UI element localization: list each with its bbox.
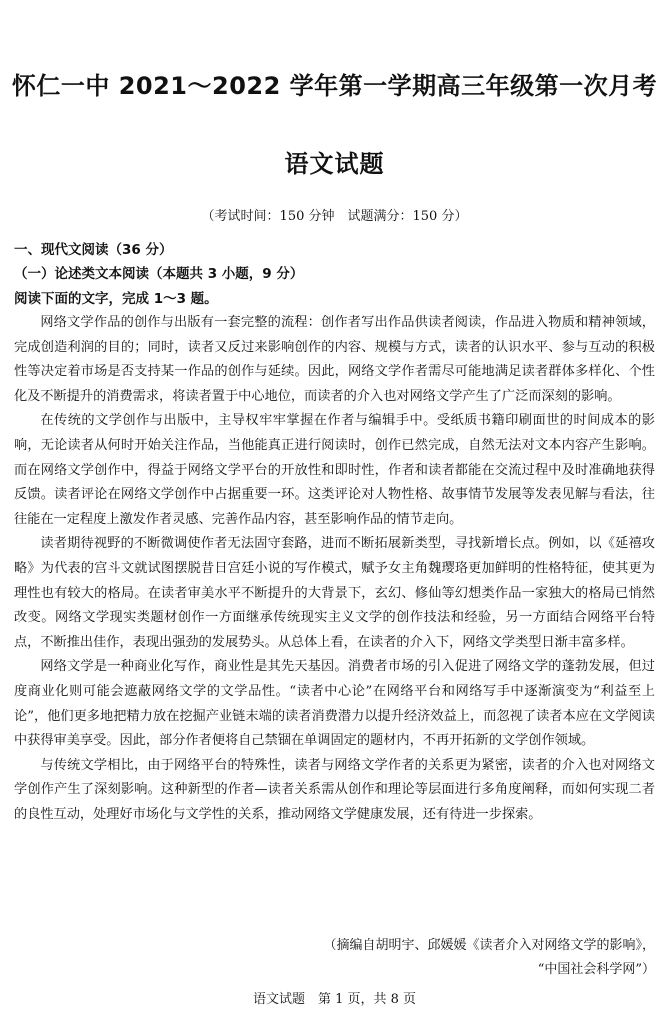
section-heading-part1-1: （一）论述类文本阅读（本题共 3 小题，9 分）	[14, 266, 304, 282]
passage-paragraph-1: 网络文学作品的创作与出版有一套完整的流程：创作者写出作品供读者阅读，作品进入物质和精神领域，完成创造利润的目的；同时，读者又反过来影响创作的内容、规模与方式，读者的认识水平、参与互动的积极性等决定着市场是否支持某一作品的创作与延续。因此，网络文学作者需尽可能地满足读者群体多样化、个性化及不断提升的消费需求，将读者置于中心地位，而读者的介入也对网络文学产生了广泛而深刻的影响。	[14, 315, 655, 404]
section-heading-part1: 一、现代文阅读（36 分）	[14, 242, 173, 258]
exam-title: 怀仁一中 2021～2022 学年第一学期高三年级第一次月考	[11, 72, 658, 100]
passage-body	[14, 311, 655, 827]
passage-paragraph-2: 在传统的文学创作与出版中，主导权牢牢掌握在作者与编辑手中。受纸质书籍印刷面世的时间成本的影响，无论读者从何时开始关注作品，当他能真正进行阅读时，创作已然完成，自然无法对文本内容产生影响。而在网络文学创作中，得益于网络文学平台的开放性和即时性，作者和读者都能在交流过程中及时准确地获得反馈。读者评论在网络文学创作中占据重要一环。这类评论对人物性格、故事情节发展等发表见解与看法，往往能在一定程度上激发作者灵感、完善作品内容，甚至影响作品的情节走向。	[14, 413, 655, 527]
subject-title: 语文试题	[284, 150, 385, 178]
passage-paragraph-3: 读者期待视野的不断微调使作者无法固守套路，进而不断拓展新类型，寻找新增长点。例如，以《延禧攻略》为代表的宫斗文就试图摆脱昔日宫廷小说的写作模式，赋予女主角魏璎珞更加鲜明的性格特征，使其更为理性也有较大的格局。在读者审美水平不断提升的大背景下，玄幻、修仙等幻想类作品一家独大的格局已悄然改变。网络文学现实类题材创作一方面继承传统现实主义文学的创作技法和经验，另一方面结合网络平台特点，不断推出佳作，表现出强劲的发展势头。从总体上看，在读者的介入下，网络文学类型日渐丰富多样。	[14, 536, 655, 650]
source-line-2: “中国社会科学网”）	[537, 962, 655, 977]
passage-source	[323, 934, 655, 982]
page-footer: 语文试题 第 1 页，共 8 页	[252, 992, 417, 1007]
passage-paragraph-4: 网络文学是一种商业化写作，商业性是其先天基因。消费者市场的引入促进了网络文学的蓬勃发展，但过度商业化则可能会遮蔽网络文学的文学品性。“读者中心论”在网络平台和网络写手中逐渐演变为“利益至上论”，他们更多地把精力放在挖掘产业链末端的读者消费潜力以提升经济效益上，而忽视了读者本应在文学阅读中获得审美享受。因此，部分作者便将自己禁锢在单调固定的题材内，不再开拓新的文学创作领域。	[14, 659, 655, 749]
source-line-1: （摘编自胡明宇、邱媛媛《读者介入对网络文学的影响》，	[323, 938, 655, 953]
reading-instruction: 阅读下面的文字，完成 1～3 题。	[14, 291, 218, 307]
passage-paragraph-5: 与传统文学相比，由于网络平台的特殊性，读者与网络文学作者的关系更为紧密，读者的介入也对网络文学创作产生了深刻影响。这种新型的作者—读者关系需从创作和理论等层面进行多角度阐释，而如何实现二者的良性互动，处理好市场化与文学性的关系，推动网络文学健康发展，还有待进一步探索。	[14, 757, 655, 822]
exam-info: （考试时间：150 分钟 试题满分：150 分）	[201, 209, 468, 224]
